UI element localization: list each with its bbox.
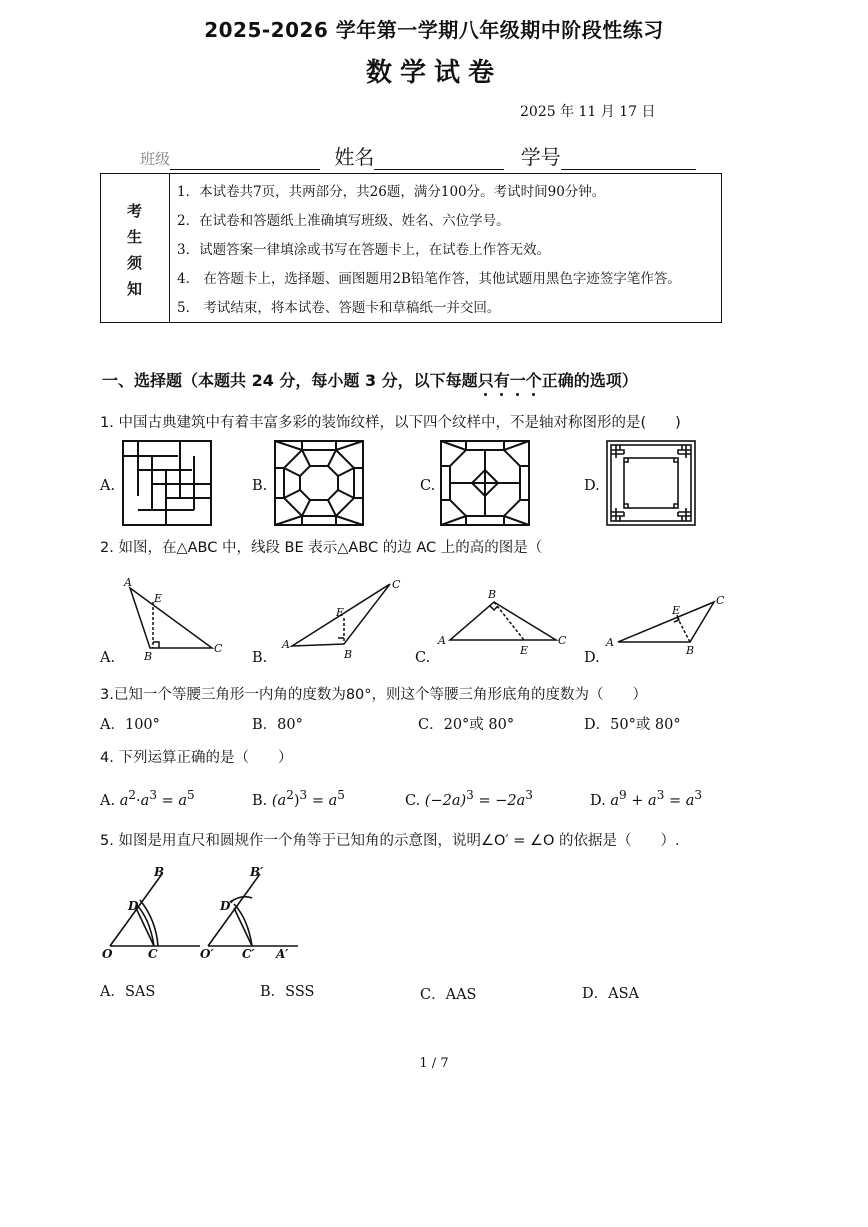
notice-item: 4． 在答题卡上，选择题、画图题用2B铅笔作答，其他试题用黑色字迹签字笔作答。 — [177, 271, 681, 287]
math-rhs: = a — [668, 792, 695, 809]
section-prefix: 一、选择题（本题共 24 分，每小题 3 分，以下每题 — [102, 371, 478, 390]
emphasis-char: 一 — [509, 371, 526, 390]
q5-option-c[interactable]: C．AAS — [420, 987, 477, 1003]
q4-option-c[interactable] — [405, 788, 533, 809]
math-exp: 2 — [286, 788, 294, 802]
math-paren: ) — [293, 792, 300, 809]
q2-option-d-label: D. — [584, 650, 600, 666]
option-label: A. — [100, 792, 116, 809]
q4-option-d[interactable] — [590, 788, 702, 809]
vertex-label-a: A — [282, 638, 290, 651]
point-label-d: D — [128, 899, 139, 913]
q3-option-b[interactable]: B．80° — [252, 717, 303, 733]
math-exp: 3 — [299, 788, 308, 802]
notice-item: 3．试题答案一律填涂或书写在答题卡上，在试卷上作答无效。 — [177, 242, 551, 258]
emphasis-char: 有 — [493, 371, 510, 390]
class-field[interactable] — [170, 149, 320, 170]
vertex-label-c: C — [716, 594, 725, 607]
triangle-d-figure[interactable] — [604, 592, 734, 662]
math-op: · — [136, 792, 141, 809]
pattern-c-figure[interactable] — [440, 440, 530, 526]
q1-option-c-label: C. — [420, 478, 436, 494]
exam-notice-box — [100, 173, 722, 323]
vertex-label-a: A — [606, 636, 614, 649]
option-label: B. — [252, 792, 268, 809]
point-label-b: B — [154, 865, 165, 879]
point-label-c: C — [148, 947, 158, 961]
id-label: 学号 — [520, 145, 561, 169]
triangle-a-figure[interactable] — [120, 576, 230, 663]
q3-option-c[interactable]: C．20°或 80° — [418, 717, 515, 733]
vertex-label-e: E — [154, 592, 163, 605]
notice-side-char: 考 — [127, 202, 143, 220]
name-field[interactable] — [374, 149, 504, 170]
point-label-o: O — [102, 947, 113, 961]
vertex-label-e: E — [336, 606, 345, 619]
name-label: 姓名 — [334, 145, 375, 169]
math-lhs: a — [610, 792, 619, 809]
point-label-d-prime: D′ — [220, 899, 234, 913]
student-info-fields — [140, 141, 696, 170]
vertex-label-c: C — [558, 634, 567, 647]
vertex-label-b: B — [488, 588, 497, 601]
q2-option-c-label: C. — [415, 650, 431, 666]
q1-option-d-label: D. — [584, 478, 600, 494]
emphasis-char: 个 — [525, 371, 542, 390]
math-var: a — [140, 792, 150, 809]
notice-item: 1．本试卷共7页，共两部分，共26题，满分100分。考试时间90分钟。 — [177, 184, 606, 200]
exam-date: 2025 年 11 月 17 日 — [520, 104, 656, 120]
math-exp: 3 — [656, 788, 665, 802]
math-exp: 3 — [466, 788, 474, 802]
question-2-stem: 2. 如图，在△ABC 中，线段 BE 表示△ABC 的边 AC 上的高的图是（ — [100, 540, 543, 556]
q2-option-a-label: A. — [100, 650, 116, 666]
math-rhs: = a — [311, 792, 338, 809]
notice-side-char: 生 — [127, 228, 143, 246]
q1-option-a-label: A. — [100, 478, 116, 494]
vertex-label-b: B — [686, 644, 695, 657]
q3-option-a[interactable]: A．100° — [100, 717, 160, 733]
math-lhs: (−2a) — [424, 792, 467, 809]
notice-item: 5． 考试结束，将本试卷、答题卡和草稿纸一并交回。 — [177, 300, 501, 316]
vertex-label-b: B — [344, 648, 353, 661]
notice-side-char: 须 — [127, 254, 143, 272]
vertex-label-e: E — [520, 644, 529, 657]
notice-side-label — [101, 174, 170, 322]
point-label-c-prime: C′ — [242, 947, 255, 961]
question-5-stem: 5. 如图是用直尺和圆规作一个角等于已知角的示意图，说明∠O′ = ∠O 的依据是（ ）. — [100, 833, 680, 849]
math-var: a — [119, 792, 129, 809]
section-suffix: 正确的选项） — [541, 371, 638, 390]
section-heading — [102, 368, 638, 391]
math-exp: 3 — [149, 788, 157, 802]
q1-option-b-label: B. — [252, 478, 268, 494]
triangle-c-figure[interactable] — [436, 584, 576, 664]
math-lhs: (a — [271, 792, 287, 809]
math-exp: 3 — [694, 788, 703, 802]
question-3-stem: 3.已知一个等腰三角形一内角的度数为80°，则这个等腰三角形底角的度数为（ ） — [100, 687, 648, 703]
subject-title: 数学试卷 — [365, 58, 502, 88]
vertex-label-a: A — [124, 576, 132, 589]
exam-title: 2025-2026 学年第一学期八年级期中阶段性练习 — [204, 18, 664, 42]
q2-option-b-label: B. — [252, 650, 268, 666]
math-exp: 9 — [618, 788, 627, 802]
class-label: 班级 — [140, 150, 171, 168]
q5-option-b[interactable]: B．SSS — [260, 984, 315, 1000]
option-label: D. — [590, 792, 606, 809]
math-exp: 3 — [525, 788, 533, 802]
point-label-a-prime: A′ — [276, 947, 289, 961]
vertex-label-a: A — [438, 634, 446, 647]
triangle-b-figure[interactable] — [280, 576, 410, 660]
q4-option-b[interactable] — [252, 788, 345, 809]
emphasis-char: 只 — [477, 371, 494, 390]
notice-item: 2．在试卷和答题纸上准确填写班级、姓名、六位学号。 — [177, 213, 510, 229]
math-exp: 5 — [337, 788, 345, 802]
vertex-label-b: B — [144, 650, 153, 663]
point-label-b-prime: B′ — [250, 865, 264, 879]
question-4-stem: 4. 下列运算正确的是（ ） — [100, 750, 293, 766]
pattern-d-figure[interactable] — [606, 440, 696, 526]
option-label: C. — [405, 792, 421, 809]
page-number: 1 / 7 — [419, 1056, 449, 1071]
point-label-o-prime: O′ — [200, 947, 214, 961]
id-field[interactable] — [561, 149, 696, 170]
math-op: + a — [631, 792, 657, 809]
math-exp: 2 — [128, 788, 137, 802]
q4-option-a[interactable] — [100, 788, 195, 809]
question-1-stem: 1. 中国古典建筑中有着丰富多彩的装饰纹样，以下四个纹样中，不是轴对称图形的是( ) — [100, 415, 681, 431]
vertex-label-c: C — [214, 642, 223, 655]
math-exp: 5 — [187, 788, 195, 802]
math-rhs: = a — [161, 792, 188, 809]
vertex-label-c: C — [392, 578, 401, 591]
q3-option-d[interactable]: D．50°或 80° — [584, 717, 681, 733]
math-rhs: = −2a — [478, 792, 526, 809]
pattern-b-figure[interactable] — [274, 440, 364, 526]
pattern-a-figure[interactable] — [122, 440, 212, 526]
vertex-label-e: E — [672, 604, 681, 617]
compass-construction-figure[interactable] — [100, 864, 310, 964]
notice-side-char: 知 — [127, 280, 143, 298]
q5-option-d[interactable]: D．ASA — [582, 986, 640, 1002]
q5-option-a[interactable]: A．SAS — [100, 984, 156, 1000]
